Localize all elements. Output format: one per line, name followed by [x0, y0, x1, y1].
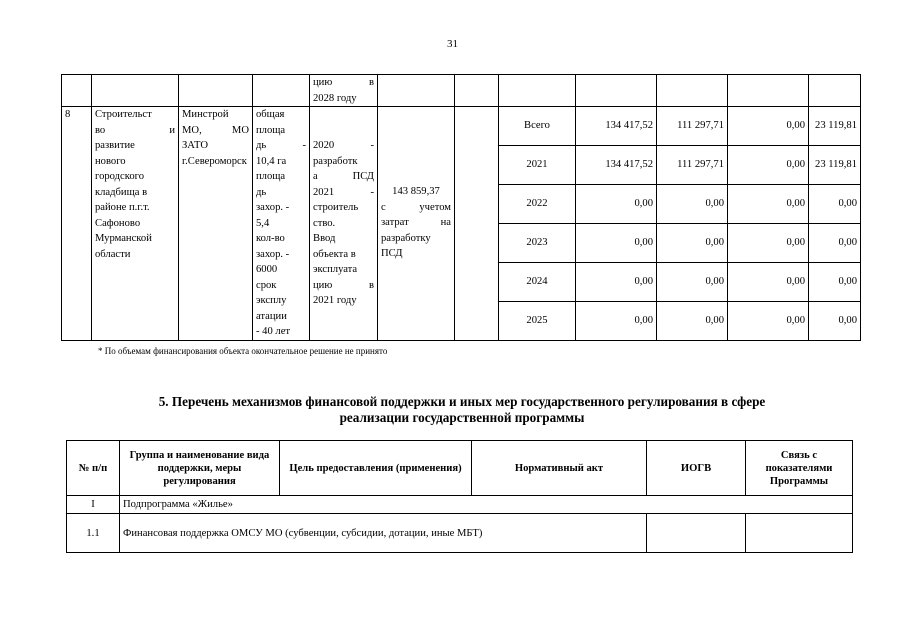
year-cell: 2021: [499, 145, 576, 184]
table-header-row: [67, 441, 853, 496]
capacity-cell: общая площа дь - 10,4 га площа дь захор. - 5,4 кол-во захор. - 6000 срок эксплу атации - 40 лет: [253, 107, 310, 341]
support-measures-table: [66, 440, 853, 553]
year-cell: 2023: [499, 223, 576, 262]
funding-table: [61, 74, 861, 341]
year-cell: 2024: [499, 262, 576, 301]
table-row: I Подпрограмма «Жилье»: [67, 496, 853, 514]
year-cell: 2022: [499, 184, 576, 223]
stages-cell: 2020 - разработк а ПСД 2021 - строитель ство. Ввод объекта в эксплуата цию в 2021 году: [310, 107, 378, 341]
executor-cell: Минстрой МО, МО ЗАТО г.Североморск: [179, 107, 253, 341]
table-row: 2021 134 417,52 111 297,71 0,00 23 119,81: [62, 145, 861, 184]
table-row: 8 Строительст во и развитие нового городского кладбища в районе п.г.т. Сафоново Мурманской области Минстрой МО, МО ЗАТО г.Североморск общая площа дь - 10,4 га площа дь захор. - 5,4 кол-во захор. - 6000 срок эксплу атации - 40 лет 2020 - разработк а ПСД 2021 - строитель ство. Ввод объекта в эксплуата цию в 2021 году 143 859,37 с учетом затрат на разработку ПСД Всего 134 417,52 111 297,71 0,00 23 119,81: [62, 107, 861, 146]
header-link: Связь с показателями Программы: [746, 441, 853, 496]
page-number: 31: [447, 38, 458, 50]
table-row: 2024 0,00 0,00 0,00 0,00: [62, 262, 861, 301]
year-cell: Всего: [499, 107, 576, 146]
table-row: 1.1 Финансовая поддержка ОМСУ МО (субвенции, субсидии, дотации, иные МБТ): [67, 514, 853, 553]
header-num: № п/п: [67, 441, 120, 496]
cost-cell: 143 859,37 с учетом затрат на разработку ПСД: [378, 107, 455, 341]
section-title: 5. Перечень механизмов финансовой поддержки и иных мер государственного регулирования в сфере реализации государственной программы: [158, 394, 766, 425]
row-number-cell: 8: [62, 107, 92, 341]
header-act: Нормативный акт: [472, 441, 647, 496]
table-row-continuation: [62, 75, 861, 107]
measure-text: Финансовая поддержка ОМСУ МО (субвенции, субсидии, дотации, иные МБТ): [120, 514, 647, 553]
header-goal: Цель предоставления (применения): [280, 441, 472, 496]
table-row: 2023 0,00 0,00 0,00 0,00: [62, 223, 861, 262]
object-name-cell: Строительст во и развитие нового городского кладбища в районе п.г.т. Сафоново Мурманской области: [92, 107, 179, 341]
table-row: 2022 0,00 0,00 0,00 0,00: [62, 184, 861, 223]
header-group: Группа и наименование вида поддержки, меры регулирования: [120, 441, 280, 496]
header-iogv: ИОГВ: [647, 441, 746, 496]
table-row: 2025 0,00 0,00 0,00 0,00: [62, 301, 861, 340]
year-cell: 2025: [499, 301, 576, 340]
footnote: * По объемам финансирования объекта окончательное решение не принято: [98, 346, 388, 356]
subprogram-title: Подпрограмма «Жилье»: [120, 496, 853, 514]
stages-continuation-cell: цию в 2028 году: [310, 75, 378, 107]
